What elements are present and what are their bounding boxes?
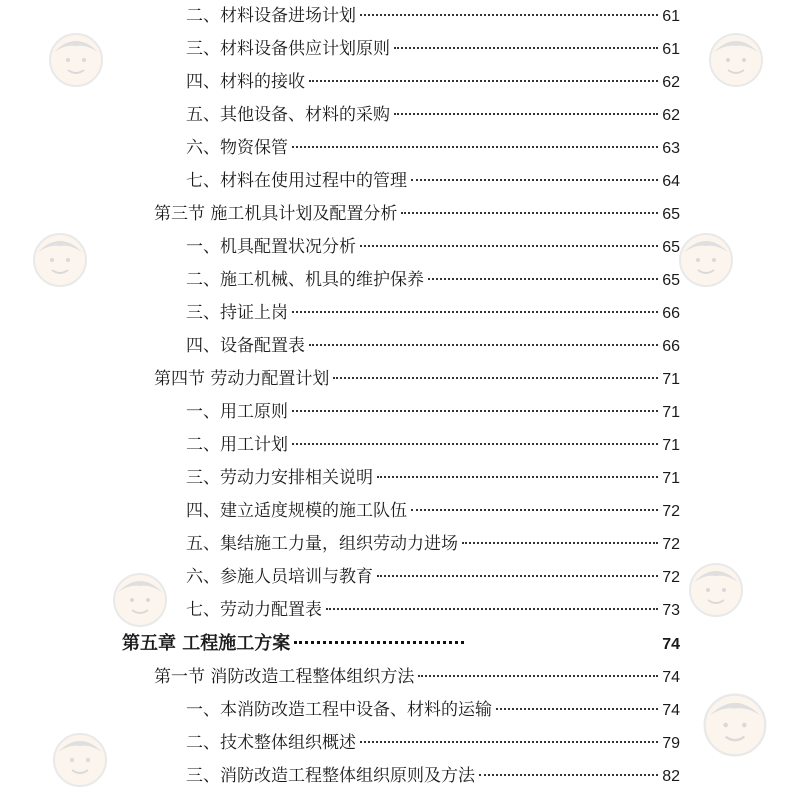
toc-entry-title: 一、用工原则 [186, 402, 288, 422]
toc-entry[interactable] [186, 429, 680, 461]
toc-entry[interactable] [186, 561, 680, 593]
toc-entry-page: 71 [662, 470, 680, 487]
toc-entry[interactable] [186, 132, 680, 164]
toc-entry-page: 62 [662, 74, 680, 91]
toc-dot-leader [292, 443, 658, 445]
toc-dot-leader [418, 675, 658, 677]
toc-dot-leader [479, 774, 658, 776]
toc-entry-page: 64 [662, 173, 680, 190]
toc-entry-section[interactable] [154, 363, 680, 395]
toc-entry-title: 六、参施人员培训与教育 [186, 567, 373, 587]
toc-entry-title: 五、集结施工力量，组织劳动力进场 [186, 534, 458, 554]
toc-entry[interactable] [186, 694, 680, 726]
toc-entry-page: 65 [662, 272, 680, 289]
toc-dot-leader [394, 47, 658, 49]
toc-dot-leader [360, 14, 658, 16]
toc-entry-page: 65 [662, 206, 680, 223]
toc-entry-section[interactable] [154, 198, 680, 230]
toc-entry-title: 四、设备配置表 [186, 336, 305, 356]
toc-entry-title: 第四节 劳动力配置计划 [154, 369, 330, 389]
toc-entry[interactable] [186, 66, 680, 98]
toc-entry[interactable] [186, 396, 680, 428]
watermark-mascot-icon [706, 30, 766, 90]
watermark-mascot-icon [30, 230, 90, 290]
toc-entry-page: 72 [662, 536, 680, 553]
toc-dot-leader [377, 575, 658, 577]
toc-entry-page: 71 [662, 404, 680, 421]
toc-entry-title: 第三节 施工机具计划及配置分析 [154, 204, 398, 224]
toc-entry-page: 61 [662, 41, 680, 58]
toc-entry-title: 二、用工计划 [186, 435, 288, 455]
toc-entry-title: 二、技术整体组织概述 [186, 733, 356, 753]
toc-entry-title: 四、材料的接收 [186, 72, 305, 92]
toc-entry-page: 71 [662, 437, 680, 454]
watermark-mascot-icon [676, 230, 736, 290]
toc-entry-page: 72 [662, 569, 680, 586]
toc-entry-page: 66 [662, 305, 680, 322]
toc-entry[interactable] [186, 99, 680, 131]
toc-dot-leader [360, 245, 658, 247]
toc-dot-leader [411, 179, 658, 181]
toc-entry[interactable] [186, 330, 680, 362]
toc-entry[interactable] [186, 495, 680, 527]
toc-entry-page: 72 [662, 503, 680, 520]
watermark-mascot-icon [50, 730, 110, 790]
toc-entry[interactable] [186, 33, 680, 65]
toc-entry[interactable] [186, 165, 680, 197]
toc-entry-section[interactable] [154, 661, 680, 693]
toc-entry-page: 66 [662, 338, 680, 355]
toc-entry-page: 61 [662, 8, 680, 25]
toc-entry-page: 79 [662, 735, 680, 752]
toc-entry-title: 七、劳动力配置表 [186, 600, 322, 620]
toc-entry[interactable] [186, 264, 680, 296]
toc-entry[interactable] [186, 727, 680, 759]
toc-entry-title: 三、材料设备供应计划原则 [186, 39, 390, 59]
toc-entry-page: 74 [662, 702, 680, 719]
toc-dot-leader [309, 344, 658, 346]
toc-entry[interactable] [186, 594, 680, 626]
watermark-mascot-icon [700, 690, 770, 760]
toc-entry[interactable] [186, 528, 680, 560]
toc-entry[interactable] [186, 0, 680, 32]
toc-entry-title: 四、建立适度规模的施工队伍 [186, 501, 407, 521]
toc-entry-title: 一、机具配置状况分析 [186, 237, 356, 257]
toc-dot-leader [333, 377, 658, 379]
toc-entry-page: 63 [662, 140, 680, 157]
toc-dot-leader [401, 212, 658, 214]
toc-dot-leader [360, 741, 658, 743]
toc-dot-leader [294, 641, 464, 644]
toc-entry-title: 五、其他设备、材料的采购 [186, 105, 390, 125]
toc-entry-page: 65 [662, 239, 680, 256]
toc-dot-leader [292, 410, 658, 412]
toc-entry-title: 一、本消防改造工程中设备、材料的运输 [186, 700, 492, 720]
toc-dot-leader [428, 278, 658, 280]
toc-entry-page: 71 [662, 371, 680, 388]
toc-dot-leader [462, 542, 658, 544]
toc-entry-page: 73 [662, 602, 680, 619]
toc-dot-leader [496, 708, 658, 710]
toc-dot-leader [309, 80, 658, 82]
toc-dot-leader [394, 113, 658, 115]
toc-dot-leader [326, 608, 658, 610]
toc-entry[interactable] [186, 462, 680, 494]
watermark-mascot-icon [110, 570, 170, 630]
toc-entry-title: 三、消防改造工程整体组织原则及方法 [186, 766, 475, 786]
toc-entry-page: 82 [662, 768, 680, 785]
toc-entry-title: 二、材料设备进场计划 [186, 6, 356, 26]
toc-entry-title: 三、劳动力安排相关说明 [186, 468, 373, 488]
toc-entry-page: 74 [662, 636, 680, 653]
toc-entry-page: 74 [662, 669, 680, 686]
toc-entry-page: 62 [662, 107, 680, 124]
toc-entry[interactable] [186, 231, 680, 263]
toc-entry-title: 二、施工机械、机具的维护保养 [186, 270, 424, 290]
toc-dot-leader [411, 509, 658, 511]
toc-entry-chapter[interactable] [122, 628, 680, 660]
toc-entry-title: 三、持证上岗 [186, 303, 288, 323]
toc-entry-title: 七、材料在使用过程中的管理 [186, 171, 407, 191]
toc-dot-leader [377, 476, 658, 478]
toc-entry[interactable] [186, 760, 680, 792]
toc-dot-leader [292, 311, 658, 313]
toc-entry[interactable] [186, 297, 680, 329]
toc-entry-title: 六、物资保管 [186, 138, 288, 158]
toc-entry-title: 第五章 工程施工方案 [122, 633, 291, 654]
watermark-mascot-icon [46, 30, 106, 90]
watermark-mascot-icon [686, 560, 746, 620]
toc-dot-leader [292, 146, 658, 148]
toc-entry-title: 第一节 消防改造工程整体组织方法 [154, 667, 415, 687]
